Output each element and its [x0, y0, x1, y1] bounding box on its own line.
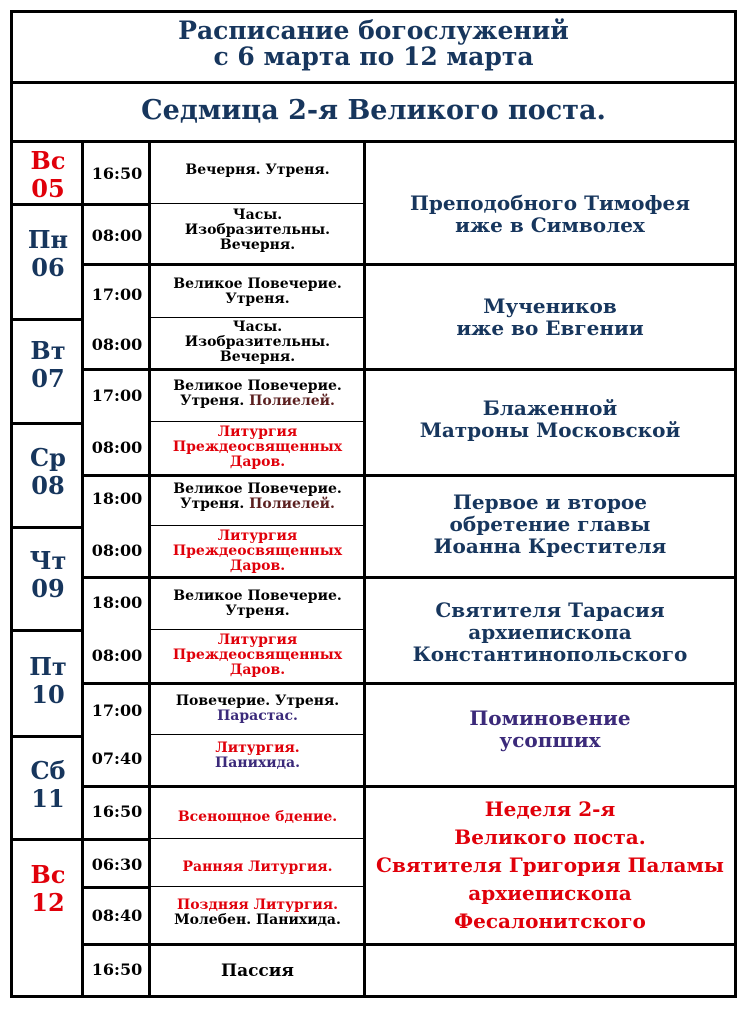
- day-abbr: Чт: [29, 546, 67, 575]
- service-cell: [152, 589, 363, 619]
- day-thu-09: [13, 547, 83, 603]
- divider: [84, 368, 365, 371]
- commemoration-line: Святителя Тарасия: [435, 598, 665, 622]
- divider: [13, 735, 81, 738]
- divider: [366, 474, 734, 477]
- divider: [84, 886, 150, 889]
- thin-divider: [151, 734, 363, 735]
- day-sun-12: [13, 861, 83, 917]
- service-line: Преждеосвященных: [172, 543, 343, 559]
- day-abbr: Вс: [30, 146, 66, 175]
- day-mon-06: [13, 226, 83, 282]
- time-cell: 16:50: [91, 164, 143, 183]
- time-cell: 16:50: [91, 960, 143, 979]
- day-num: 11: [31, 784, 65, 813]
- service-cell: [152, 860, 363, 875]
- day-num: 12: [31, 888, 65, 917]
- service-line: Вечерня. Утреня.: [185, 162, 330, 178]
- thin-divider: [151, 838, 363, 839]
- service-line: Панихида.: [215, 755, 300, 771]
- commemoration-line: Преподобного Тимофея: [409, 191, 691, 215]
- day-abbr: Сб: [30, 756, 66, 785]
- service-cell: [152, 277, 363, 307]
- commemoration-line: Константинопольского: [412, 642, 688, 666]
- divider: [13, 318, 81, 321]
- commemoration-line: обретение главы: [449, 512, 651, 536]
- divider: [366, 785, 734, 788]
- divider: [13, 203, 81, 206]
- service-line: Преждеосвященных: [172, 647, 343, 663]
- service-line: Поздняя Литургия.: [177, 897, 338, 913]
- commemoration-cell: [366, 397, 734, 441]
- day-num: 10: [31, 680, 65, 709]
- service-line: Даров.: [229, 454, 286, 470]
- service-line: Изобразительны.: [184, 334, 331, 350]
- commemoration-line: Фесалонитского: [454, 909, 646, 933]
- service-line: Даров.: [229, 558, 286, 574]
- commemoration-line: Великого поста.: [454, 825, 646, 849]
- service-line: Утреня.: [180, 393, 245, 409]
- thin-divider: [151, 421, 363, 422]
- commemoration-line: архиепископа: [468, 620, 632, 644]
- commemoration-line: усопших: [499, 728, 601, 752]
- service-line: Парастас.: [217, 708, 298, 724]
- service-line: Великое Повечерие.: [173, 588, 342, 604]
- title-line-2: с 6 марта по 12 марта: [213, 42, 534, 71]
- thin-divider: [151, 203, 363, 204]
- commemoration-line: Мучеников: [483, 294, 617, 318]
- service-line: Ранняя Литургия.: [182, 859, 333, 875]
- commemoration-line: иже в Символех: [455, 213, 645, 237]
- day-abbr: Ср: [30, 443, 66, 472]
- divider: [84, 203, 150, 206]
- title-line-1: Расписание богослужений: [178, 16, 569, 45]
- service-line: Литургия: [217, 424, 298, 440]
- service-cell: [152, 163, 363, 178]
- divider: [366, 263, 734, 266]
- day-num: 05: [31, 174, 65, 203]
- time-cell: 08:00: [91, 335, 143, 354]
- commemoration-line: Иоанна Крестителя: [433, 534, 667, 558]
- service-cell: [152, 961, 363, 981]
- divider: [84, 838, 150, 841]
- day-abbr: Вс: [30, 860, 66, 889]
- time-cell: 16:50: [91, 802, 143, 821]
- service-line: Литургия: [217, 632, 298, 648]
- divider: [13, 629, 81, 632]
- service-line: Утреня.: [180, 496, 245, 512]
- polyeleos-label: Полиелей.: [249, 496, 335, 512]
- divider: [84, 785, 365, 788]
- service-cell: [152, 320, 363, 365]
- divider: [84, 682, 365, 685]
- divider: [84, 263, 365, 266]
- commemoration-line: Неделя 2-я: [484, 797, 616, 821]
- time-cell: 07:40: [91, 749, 143, 768]
- service-line: Литургия.: [215, 740, 300, 756]
- service-line: Литургия: [217, 528, 298, 544]
- service-line: Великое Повечерие.: [173, 378, 342, 394]
- service-cell: [152, 898, 363, 928]
- day-num: 08: [31, 471, 65, 500]
- time-cell: 17:00: [91, 386, 143, 405]
- page-title: [13, 18, 734, 70]
- day-abbr: Пт: [29, 652, 67, 681]
- commemoration-cell: [366, 707, 734, 751]
- day-wed-08: [13, 444, 83, 500]
- thin-divider: [151, 629, 363, 630]
- service-line: Молебен. Панихида.: [174, 912, 341, 928]
- divider: [10, 140, 737, 143]
- divider: [84, 474, 365, 477]
- day-num: 07: [31, 364, 65, 393]
- commemoration-line: Поминовение: [469, 706, 631, 730]
- service-cell: [152, 694, 363, 724]
- commemoration-line: Блаженной: [482, 396, 618, 420]
- service-line: Вечерня.: [219, 349, 296, 365]
- service-line: Вечерня.: [219, 237, 296, 253]
- thin-divider: [151, 525, 363, 526]
- service-cell: [152, 379, 363, 409]
- divider: [366, 368, 734, 371]
- time-cell: 18:00: [91, 489, 143, 508]
- time-cell: 08:00: [91, 226, 143, 245]
- divider: [10, 81, 737, 84]
- divider: [84, 576, 365, 579]
- day-abbr: Вт: [30, 336, 66, 365]
- divider: [13, 838, 81, 841]
- commemoration-line: иже во Евгении: [456, 316, 644, 340]
- service-line: Пассия: [221, 961, 294, 981]
- service-cell: [152, 633, 363, 678]
- commemoration-cell: [366, 795, 734, 935]
- service-line: Великое Повечерие.: [173, 276, 342, 292]
- divider: [13, 526, 81, 529]
- divider: [84, 943, 365, 946]
- commemoration-line: Первое и второе: [453, 490, 647, 514]
- service-line: Изобразительны.: [184, 222, 331, 238]
- service-cell: [152, 208, 363, 253]
- time-cell: 08:40: [91, 906, 143, 925]
- service-cell: [152, 425, 363, 470]
- day-num: 06: [31, 253, 65, 282]
- service-line: Великое Повечерие.: [173, 481, 342, 497]
- time-cell: 08:00: [91, 438, 143, 457]
- service-line: Повечерие. Утреня.: [175, 693, 340, 709]
- divider: [13, 422, 81, 425]
- thin-divider: [151, 886, 363, 887]
- service-line: Преждеосвященных: [172, 439, 343, 455]
- week-title: Седмица 2-я Великого поста.: [141, 95, 606, 126]
- day-sun-05: [13, 147, 83, 203]
- time-cell: 17:00: [91, 701, 143, 720]
- day-abbr: Пн: [27, 225, 69, 254]
- service-cell: [152, 529, 363, 574]
- day-fri-10: [13, 653, 83, 709]
- time-cell: 06:30: [91, 855, 143, 874]
- time-cell: 08:00: [91, 646, 143, 665]
- commemoration-line: Святителя Григория Паламы: [376, 853, 724, 877]
- time-cell: 17:00: [91, 285, 143, 304]
- thin-divider: [151, 317, 363, 318]
- commemoration-cell: [366, 192, 734, 236]
- service-line: Часы.: [232, 207, 283, 223]
- time-cell: 08:00: [91, 541, 143, 560]
- service-cell: [152, 741, 363, 771]
- service-cell: [152, 810, 363, 825]
- time-cell: 18:00: [91, 593, 143, 612]
- divider: [366, 682, 734, 685]
- service-line: Всенощное бдение.: [177, 809, 338, 825]
- commemoration-line: архиепископа: [468, 881, 632, 905]
- service-line: Часы.: [232, 319, 283, 335]
- service-line: Даров.: [229, 662, 286, 678]
- polyeleos-label: Полиелей.: [249, 393, 335, 409]
- commemoration-cell: [366, 599, 734, 665]
- day-tue-07: [13, 337, 83, 393]
- service-line: Утреня.: [225, 291, 290, 307]
- divider: [366, 576, 734, 579]
- commemoration-line: Матроны Московской: [419, 418, 681, 442]
- service-line: Утреня.: [225, 603, 290, 619]
- day-num: 09: [31, 574, 65, 603]
- divider: [366, 943, 734, 946]
- day-sat-11: [13, 757, 83, 813]
- commemoration-cell: [366, 491, 734, 557]
- service-cell: [152, 482, 363, 512]
- commemoration-cell: [366, 295, 734, 339]
